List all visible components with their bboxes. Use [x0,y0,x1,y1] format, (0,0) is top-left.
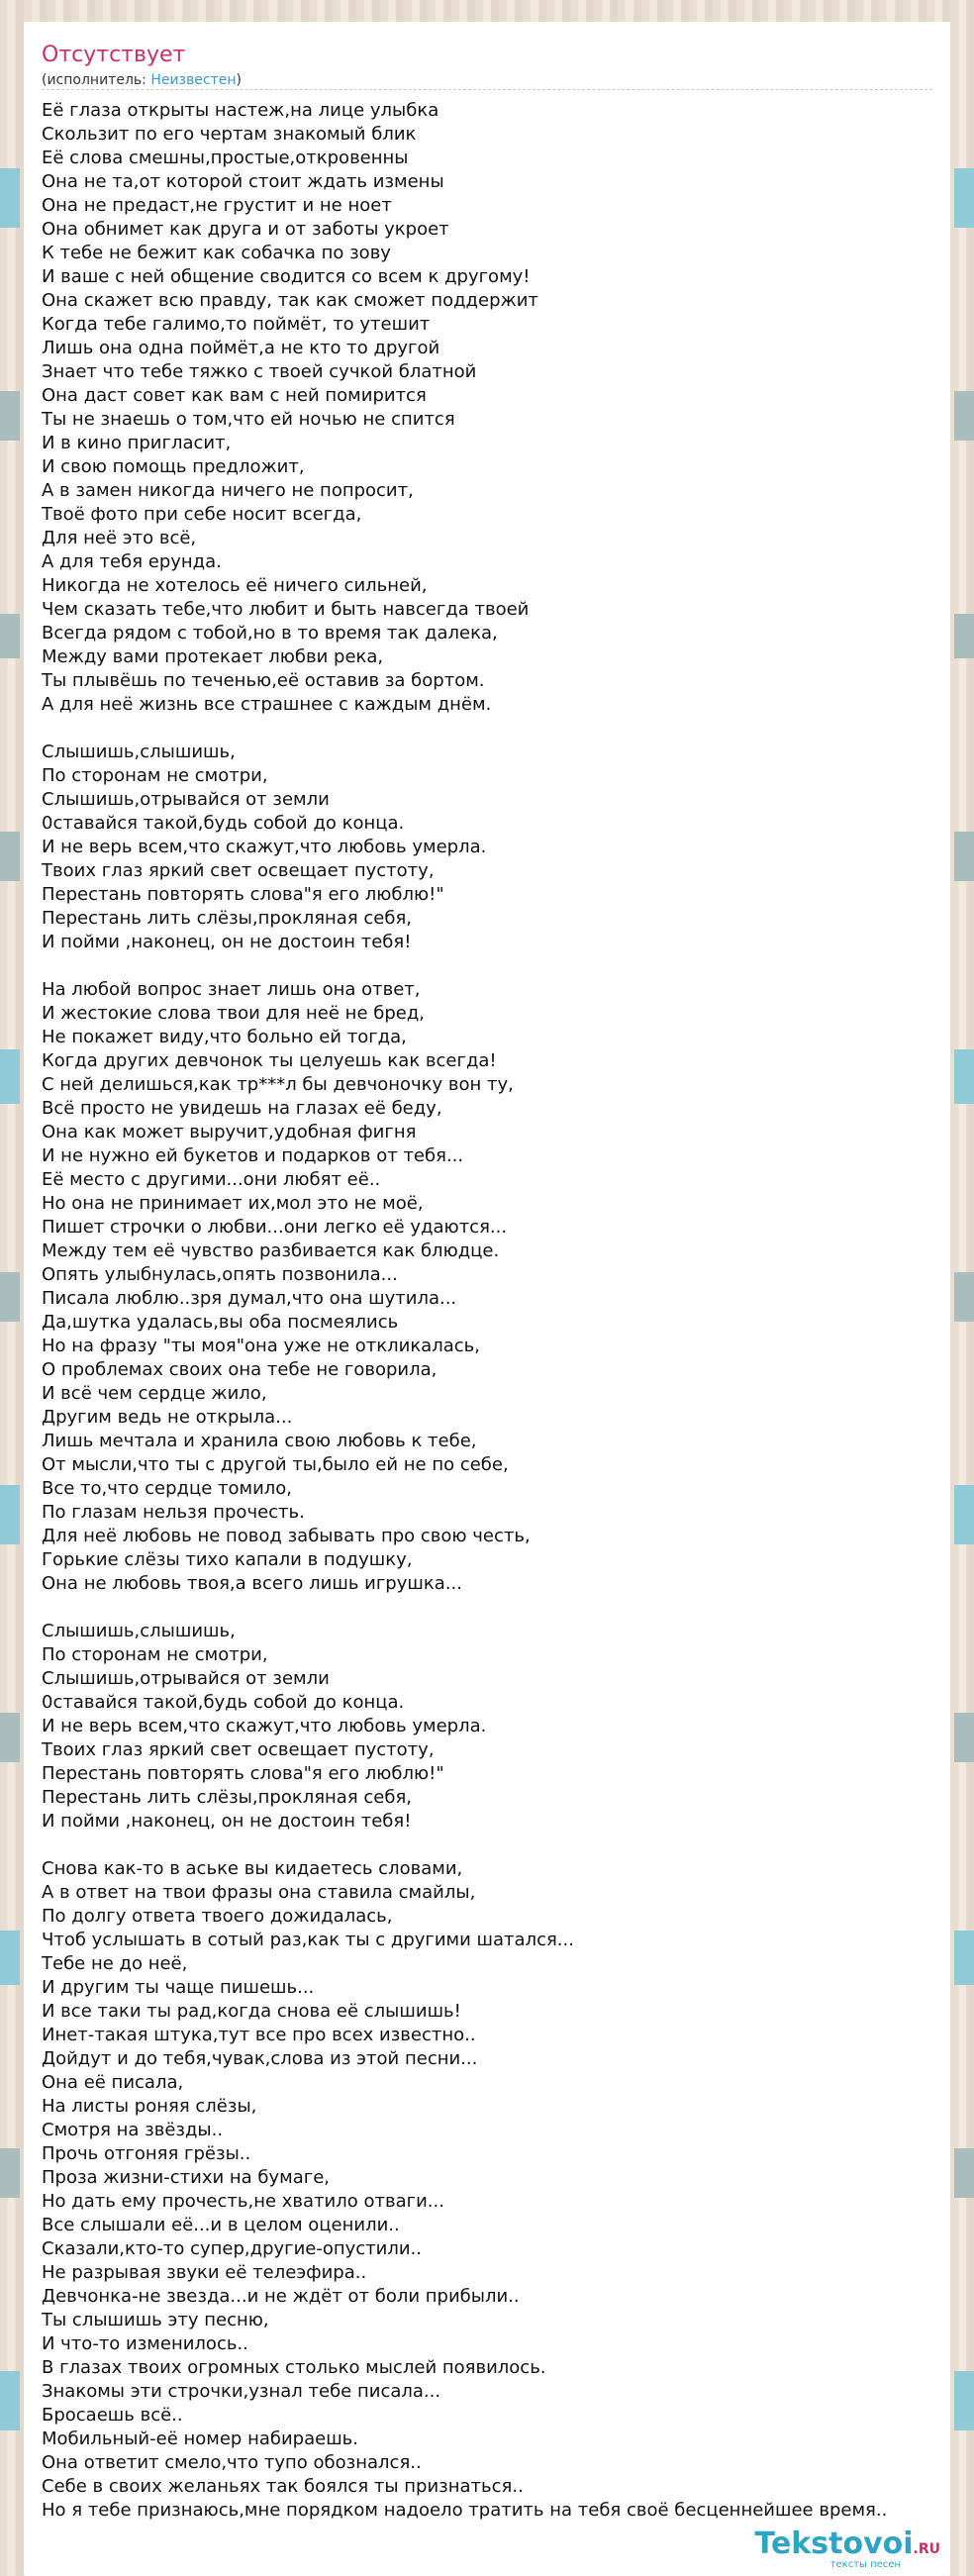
logo-tld: .RU [913,2541,940,2557]
logo-tagline: тексты песен [829,2559,901,2570]
artist-suffix: ) [236,72,242,88]
artist-prefix: (исполнитель: [42,72,151,88]
artist-line [42,71,242,89]
logo-name: Tekstovoi [754,2526,914,2561]
lyrics-card [24,22,950,2576]
site-logo[interactable] [754,2526,940,2570]
lyrics-text: Её глаза открыты настеж,на лице улыбка Скользит по его чертам знакомый блик Её слова смешны,простые,откровенны Она не та,от которой стоит ждать измены Она не предаст,не грустит и не ноет Она обнимет как друга и от заботы укроет К тебе не бежит как собачка по зову И ваше с ней общение сводится со всем к другому! Она скажет всю правду, так как сможет поддержит Когда тебе галимо,то поймёт, то утешит Лишь она одна поймёт,а не кто то другой Знает что тебе тяжко с твоей сучкой блатной Она даст совет как вам с ней помирится Ты не знаешь о том,что ей ночью не спится И в кино пригласит, И свою помощь предложит, А в замен никогда ничего не попросит, Твоё фото при себе носит всегда, Для неё это всё, А для тебя ерунда. Никогда не хотелось её ничего сильней, Чем сказать тебе,что любит и быть навсегда твоей Всегда рядом с тобой,но в то время так далека, Между вами протекает любви река, Ты плывёшь по теченью,её оставив за бортом. А для неё жизнь все страшнее с каждым днём. Слышишь,слышишь, По сторонам не смотри, Слышишь,отрывайся от земли 0ставайся такой,будь собой до конца. И не верь всем,что скажут,что любовь умерла. Твоих глаз яркий свет освещает пустоту, Перестань повторять слова"я его люблю!" Перестань лить слёзы,прокляная себя, И пойми ,наконец, он не достоин тебя! На любой вопрос знает лишь она ответ, И жестокие слова твои для неё не бред, Не покажет виду,что больно ей тогда, Когда других девчонок ты целуешь как всегда! С ней делишься,как тр***л бы девчоночку вон ту, Всё просто не увидешь на глазах её беду, Она как может выручит,удобная фигня И не нужно ей букетов и подарков от тебя... Её место с другими...они любят её.. Но она не принимает их,мол это не моё, Пишет строчки о любви...они легко её удаются... Между тем её чувство разбивается как блюдце. Опять улыбнулась,опять позвонила... Писала люблю..зря думал,что она шутила... Да,шутка удалась,вы оба посмеялись Но на фразу "ты моя"она уже не откликалась, О проблемах своих она тебе не говорила, И всё чем сердце жило, Другим ведь не открыла... Лишь мечтала и хранила свою любовь к тебе, От мысли,что ты с другой ты,было ей не по себе, Все то,что сердце томило, По глазам нельзя прочесть. Для неё любовь не повод забывать про свою честь, Горькие слёзы тихо капали в подушку, Она не любовь твоя,а всего лишь игрушка... Слышишь,слышишь, По сторонам не смотри, Слышишь,отрывайся от земли 0ставайся такой,будь собой до конца. И не верь всем,что скажут,что любовь умерла. Твоих глаз яркий свет освещает пустоту, Перестань повторять слова"я его люблю!" Перестань лить слёзы,прокляная себя, И пойми ,наконец, он не достоин тебя! Снова как-то в аське вы кидаетесь словами, А в ответ на твои фразы она ставила смайлы, По долгу ответа твоего дожидалась, Чтоб услышать в сотый раз,как ты с другими шатался... Тебе не до неё, И другим ты чаще пишешь... И все таки ты рад,когда снова её слышишь! Инет-такая штука,тут все про всех известно.. Дойдут и до тебя,чувак,слова из этой песни... Она её писала, На листы роняя слёзы, Смотря на звёзды.. Прочь отгоняя грёзы.. Проза жизни-стихи на бумаге, Но дать ему прочесть,не хватило отваги... Все слышали её...и в целом оценили.. Сказали,кто-то супер,другие-опустили.. Не разрывая звуки её телеэфира.. Девчонка-не звезда...и не ждёт от боли прибыли.. Ты слышишь эту песню, И что-то изменилось.. В глазах твоих огромных столько мыслей появилось. Знакомы эти строчки,узнал тебе писала... Бросаешь всё.. Мобильный-её номер набираешь. Она ответит смело,что тупо обознался.. Себе в своих желаньях так боялся ты признаться.. Но я тебе признаюсь,мне порядком надоело тратить на тебя своё бесценнейшее время.. [42,100,888,2521]
artist-link[interactable]: Неизвестен [150,72,237,88]
title-divider [42,89,932,90]
left-decorative-stripe [0,0,20,2575]
song-title: Отсутствует [42,43,186,67]
